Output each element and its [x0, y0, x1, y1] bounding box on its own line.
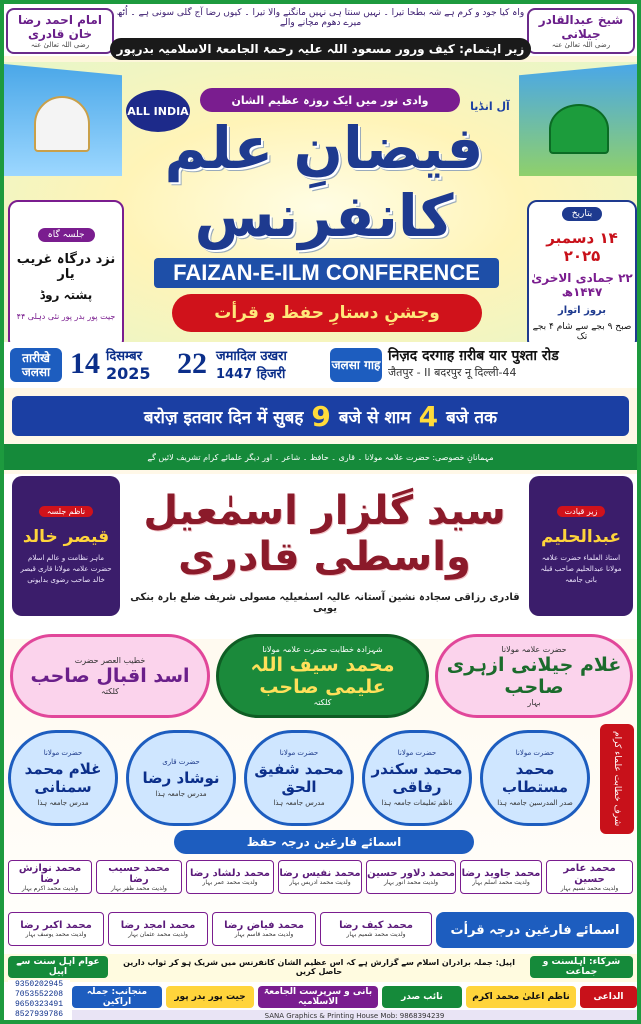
graduate-parent: ولدیت محمد ادریس بہار — [289, 879, 351, 886]
graduate-parent: ولدیت محمد عثمان بہار — [128, 931, 188, 938]
phone-number: 9650323491 — [14, 1000, 63, 1009]
date-gregorian: ۱۴ دسمبر ۲۰۲۵ — [546, 228, 618, 265]
graduate-name: محمد حسیب رضا — [108, 862, 170, 885]
phone-number: 8527939786 — [14, 1010, 63, 1019]
appeal-text: اپیل: جملہ برادران اسلام سے گزارش ہے کہ اس عظیم الشان کانفرنس میں شریک ہو کر ثواب دارین حاصل کریں — [123, 958, 515, 976]
speaker-city: کلکتہ — [101, 687, 119, 696]
time-end: 4 — [418, 399, 439, 433]
bottom-item: جیت پور بدر پور — [166, 986, 254, 1008]
scholar-card-4 — [362, 730, 472, 826]
leader-name: عبدالحلیم — [540, 527, 622, 547]
graduate-parent: ولدیت محمد یوسف بہار — [25, 931, 87, 938]
scholar-card-3 — [244, 730, 354, 826]
bottom-item: نائب صدر — [382, 986, 462, 1008]
month-hindi: दिसम्बर — [106, 349, 143, 364]
shrine-dome-icon — [34, 96, 90, 152]
venue-hindi-line-2: जैतपुर - II बदरपुर नू दिल्ली-44 — [388, 366, 517, 379]
graduate-name-cell — [8, 912, 104, 946]
green-dome-icon — [549, 104, 609, 154]
main-speaker-name: سید گلزار اسمٰعیل واسطی قادری — [143, 488, 506, 580]
speaker-right — [435, 634, 633, 718]
date-box — [527, 200, 637, 350]
venue-line-3: جیت پور بدر پور نئی دہلی ۴۴ — [16, 311, 116, 321]
host-name: قیصر خالد — [22, 527, 110, 547]
bottom-row — [72, 986, 637, 1008]
graduate-name: محمد نوازش رضا — [18, 862, 82, 885]
date-label-hindi: तारीखे जलसा — [10, 348, 62, 382]
left-name: امام احمد رضا خان قادری — [18, 13, 102, 41]
scholar-title: حضرت مولانا — [397, 749, 437, 757]
graduate-name-cell — [320, 912, 432, 946]
main-speaker-desc: قادری رزاقی سجادہ نشین آستانہ عالیہ اسمٰعیلیہ مسولی شریف ضلع بارہ بنکی یوپی — [130, 592, 520, 614]
graduate-name-cell — [278, 860, 362, 894]
right-name: شیخ عبدالقادر جیلانی — [538, 13, 624, 41]
scholar-title: حضرت مولانا — [43, 749, 83, 757]
graduate-name-cell — [212, 912, 316, 946]
graduate-name-cell — [108, 912, 208, 946]
leader-role: زیر قیادت — [557, 506, 606, 517]
leader-panel — [529, 476, 633, 616]
top-verse-line: واہ کیا جود و کرم ہے شہ بطحا تیرا ۔ نہیں سنتا ہی نہیں مانگنے والا تیرا ۔ کیوں رضا آج گلی سونی ہے ۔ اُٹھ میرے دھوم مچانے والے — [116, 8, 525, 28]
graduate-name: محمد اکبر رضا — [20, 920, 92, 931]
scholar-title: حضرت قاری — [162, 758, 200, 766]
main-title: فیضانِ علم کانفرنس — [164, 114, 484, 250]
leader-desc: استاذ العلماء حضرت علامہ مولانا عبدالحلیم صاحب قبلہ بانی جامعہ — [540, 554, 622, 584]
subtitle: وجشنِ دستارِ حفظ و قرأت — [172, 294, 482, 332]
printer-footer: SANA Graphics & Printing House Mob: 9868394239 — [72, 1010, 637, 1022]
scholar-name: محمد سکندر رفاقی — [371, 760, 463, 796]
right-name-box — [527, 8, 635, 54]
left-name-sub: رضی اللہ تعالیٰ عنہ — [30, 41, 90, 49]
hijri-month: जमादिल उखरा — [216, 349, 287, 364]
venue-line-2: پشتہ روڈ — [39, 287, 93, 302]
bottom-item: ناظم اعلیٰ محمد اکرم — [466, 986, 576, 1008]
host-panel — [12, 476, 120, 616]
scholars-vertical-tag: شرف خطابت علماء کرام — [600, 724, 634, 834]
graduate-parent: ولدیت محمد اسلم بہار — [472, 879, 530, 886]
date-time: صبح ۹ بجے سے شام ۴ بجے تک — [532, 321, 632, 342]
graduate-name: محمد دلشاد رضا — [190, 868, 270, 879]
bottom-item: منجانب: جملہ اراکین — [72, 986, 162, 1008]
speaker-middle — [216, 634, 429, 718]
graduate-name-cell — [460, 860, 542, 894]
hijri-day: 22 — [177, 347, 207, 380]
venue-hindi — [388, 346, 632, 386]
speaker-name: غلام جیلانی ازہری صاحب — [446, 654, 622, 698]
all-india-urdu: آل انڈیا — [470, 99, 510, 113]
tagline: وادی نور میں ایک روزہ عظیم الشان — [200, 88, 460, 112]
graduate-name: محمد جاوید رضا — [461, 868, 541, 879]
appeal-right: شرکاء: اہلسنت و جماعت — [530, 956, 633, 978]
speaker-name: محمد سیف اللہ علیمی صاحب — [250, 654, 395, 698]
graduate-name: محمد عامر حسین — [563, 862, 616, 885]
time-bar — [12, 396, 629, 436]
qirat-banner: اسمائے فارغین درجہ قرأت — [436, 912, 634, 948]
host-desc: ماہر نظامت و عالم اسلام حضرت علامہ مولانا قاری قیصر خالد صاحب رضوی بدایونی — [20, 554, 112, 584]
venue-label-hindi: जलसा गाह — [330, 348, 382, 382]
time-suffix: बजे तक — [446, 407, 498, 428]
graduate-name: محمد امجد رضا — [120, 920, 196, 931]
host-role: ناظم جلسہ — [39, 506, 93, 517]
date-tag: بتاریخ — [562, 207, 603, 221]
right-name-sub: رضی اللہ تعالیٰ عنہ — [551, 41, 611, 49]
graduate-name-cell — [546, 860, 633, 894]
graduate-parent: ولدیت محمد قاسم بہار — [234, 931, 294, 938]
graduate-parent: ولدیت محمد نسیم بہار — [560, 884, 619, 892]
bottom-item: الداعی — [580, 986, 637, 1008]
appeal-row — [4, 954, 637, 982]
graduate-name-cell — [8, 860, 92, 894]
all-india-badge: ALL INDIA — [126, 90, 190, 132]
date-day: بروز اتوار — [557, 304, 607, 316]
scholar-role: ناظم تعلیمات جامعہ ہذا — [381, 799, 453, 807]
speaker-city: بہار — [527, 698, 541, 707]
scholar-name: غلام محمد سمنانی — [24, 760, 102, 796]
phone-number: 7053552208 — [14, 990, 63, 999]
graduate-name-cell — [366, 860, 456, 894]
scholar-name: نوشاد رضا — [142, 769, 220, 787]
speaker-city: کلکتہ — [313, 698, 332, 707]
venue-tag: جلسہ گاہ — [38, 228, 95, 242]
scholar-title: حضرت مولانا — [515, 749, 555, 757]
venue-box — [8, 200, 124, 350]
speaker-left — [10, 634, 210, 718]
speaker-title: خطیب العصر حضرت — [74, 656, 146, 665]
scholar-role: مدرس جامعہ ہذا — [273, 799, 325, 807]
bottom-item: بانی و سرپرست الجامعۃ الاسلامیہ — [258, 986, 378, 1008]
graduate-parent: ولدیت محمد انور بہار — [383, 879, 439, 886]
day-number: 14 — [70, 347, 100, 380]
graduate-parent: ولدیت محمد عمر بہار — [202, 879, 258, 886]
graduate-name: محمد کیف رضا — [339, 920, 413, 931]
scholar-name: محمد شفیق الحق — [254, 760, 344, 796]
scholar-card-2 — [126, 730, 236, 826]
hafiz-banner: اسمائے فارغین درجہ حفظ — [174, 830, 474, 854]
graduate-name: محمد فیاض رضا — [224, 920, 304, 931]
month-year — [106, 346, 166, 384]
left-name-box — [6, 8, 114, 54]
year: 2025 — [106, 364, 151, 383]
hijri-month-year — [216, 346, 324, 384]
hijri-year: 1447 हिजरी — [216, 367, 286, 382]
time-prefix: बरोज़ इतवार दिन में सुबह — [143, 407, 304, 428]
graduate-name-cell — [186, 860, 274, 894]
scholar-name: محمد مستطاب — [502, 760, 568, 796]
venue-line-1: نزد درگاہ غریب یار — [16, 251, 116, 282]
graduate-parent: ولدیت محمد شمیم بہار — [346, 931, 406, 938]
date-hijri: ۲۲ جمادی الاخریٰ ۱۴۴۷ھ — [531, 270, 633, 299]
graduate-name-cell — [96, 860, 182, 894]
scholar-role: صدر المدرسین جامعہ ہذا — [497, 799, 573, 807]
venue-hindi-line-1: निज़द दरगाह ग़रीब यार पुश्ता रोड — [388, 348, 559, 364]
graduate-parent: ولدیت محمد ظفر بہار — [111, 884, 167, 892]
phone-number: 9350202945 — [14, 980, 63, 989]
graduate-name: محمد نفیس رضا — [279, 868, 361, 879]
scholar-title: حضرت مولانا — [279, 749, 319, 757]
guests-strip: مہمانانِ خصوصی: حضرت علامہ مولانا ۔ قاری ۔ حافظ ۔ شاعر ۔ اور دیگر علمائے کرام تشریف لائیں گے — [4, 444, 637, 470]
speaker-title: حضرت علامہ مولانا — [501, 645, 567, 654]
scholar-role: مدرس جامعہ ہذا — [37, 799, 89, 807]
organizer-bar: زیر اہتمام: کیف ورور مسعود اللہ علیہ رحمۃ الجامعۃ الاسلامیہ بدرپور — [110, 38, 531, 60]
graduate-parent: ولدیت محمد اکرم بہار — [21, 884, 79, 892]
graduate-name: محمد دلاور حسین — [367, 868, 455, 879]
phone-list — [8, 980, 70, 1020]
time-mid: बजे से शाम — [338, 407, 411, 428]
english-title: FAIZAN-E-ILM CONFERENCE — [154, 258, 499, 288]
appeal-left: عوام اہل سنت سے اپیل — [8, 956, 108, 978]
scholar-role: مدرس جامعہ ہذا — [155, 790, 207, 798]
time-start: 9 — [311, 399, 331, 433]
speaker-name: اسد اقبال صاحب — [30, 665, 190, 687]
scholar-card-5 — [480, 730, 590, 826]
scholar-card-1 — [8, 730, 118, 826]
speaker-title: شہزادہ خطابت حضرت علامہ مولانا — [262, 645, 383, 654]
